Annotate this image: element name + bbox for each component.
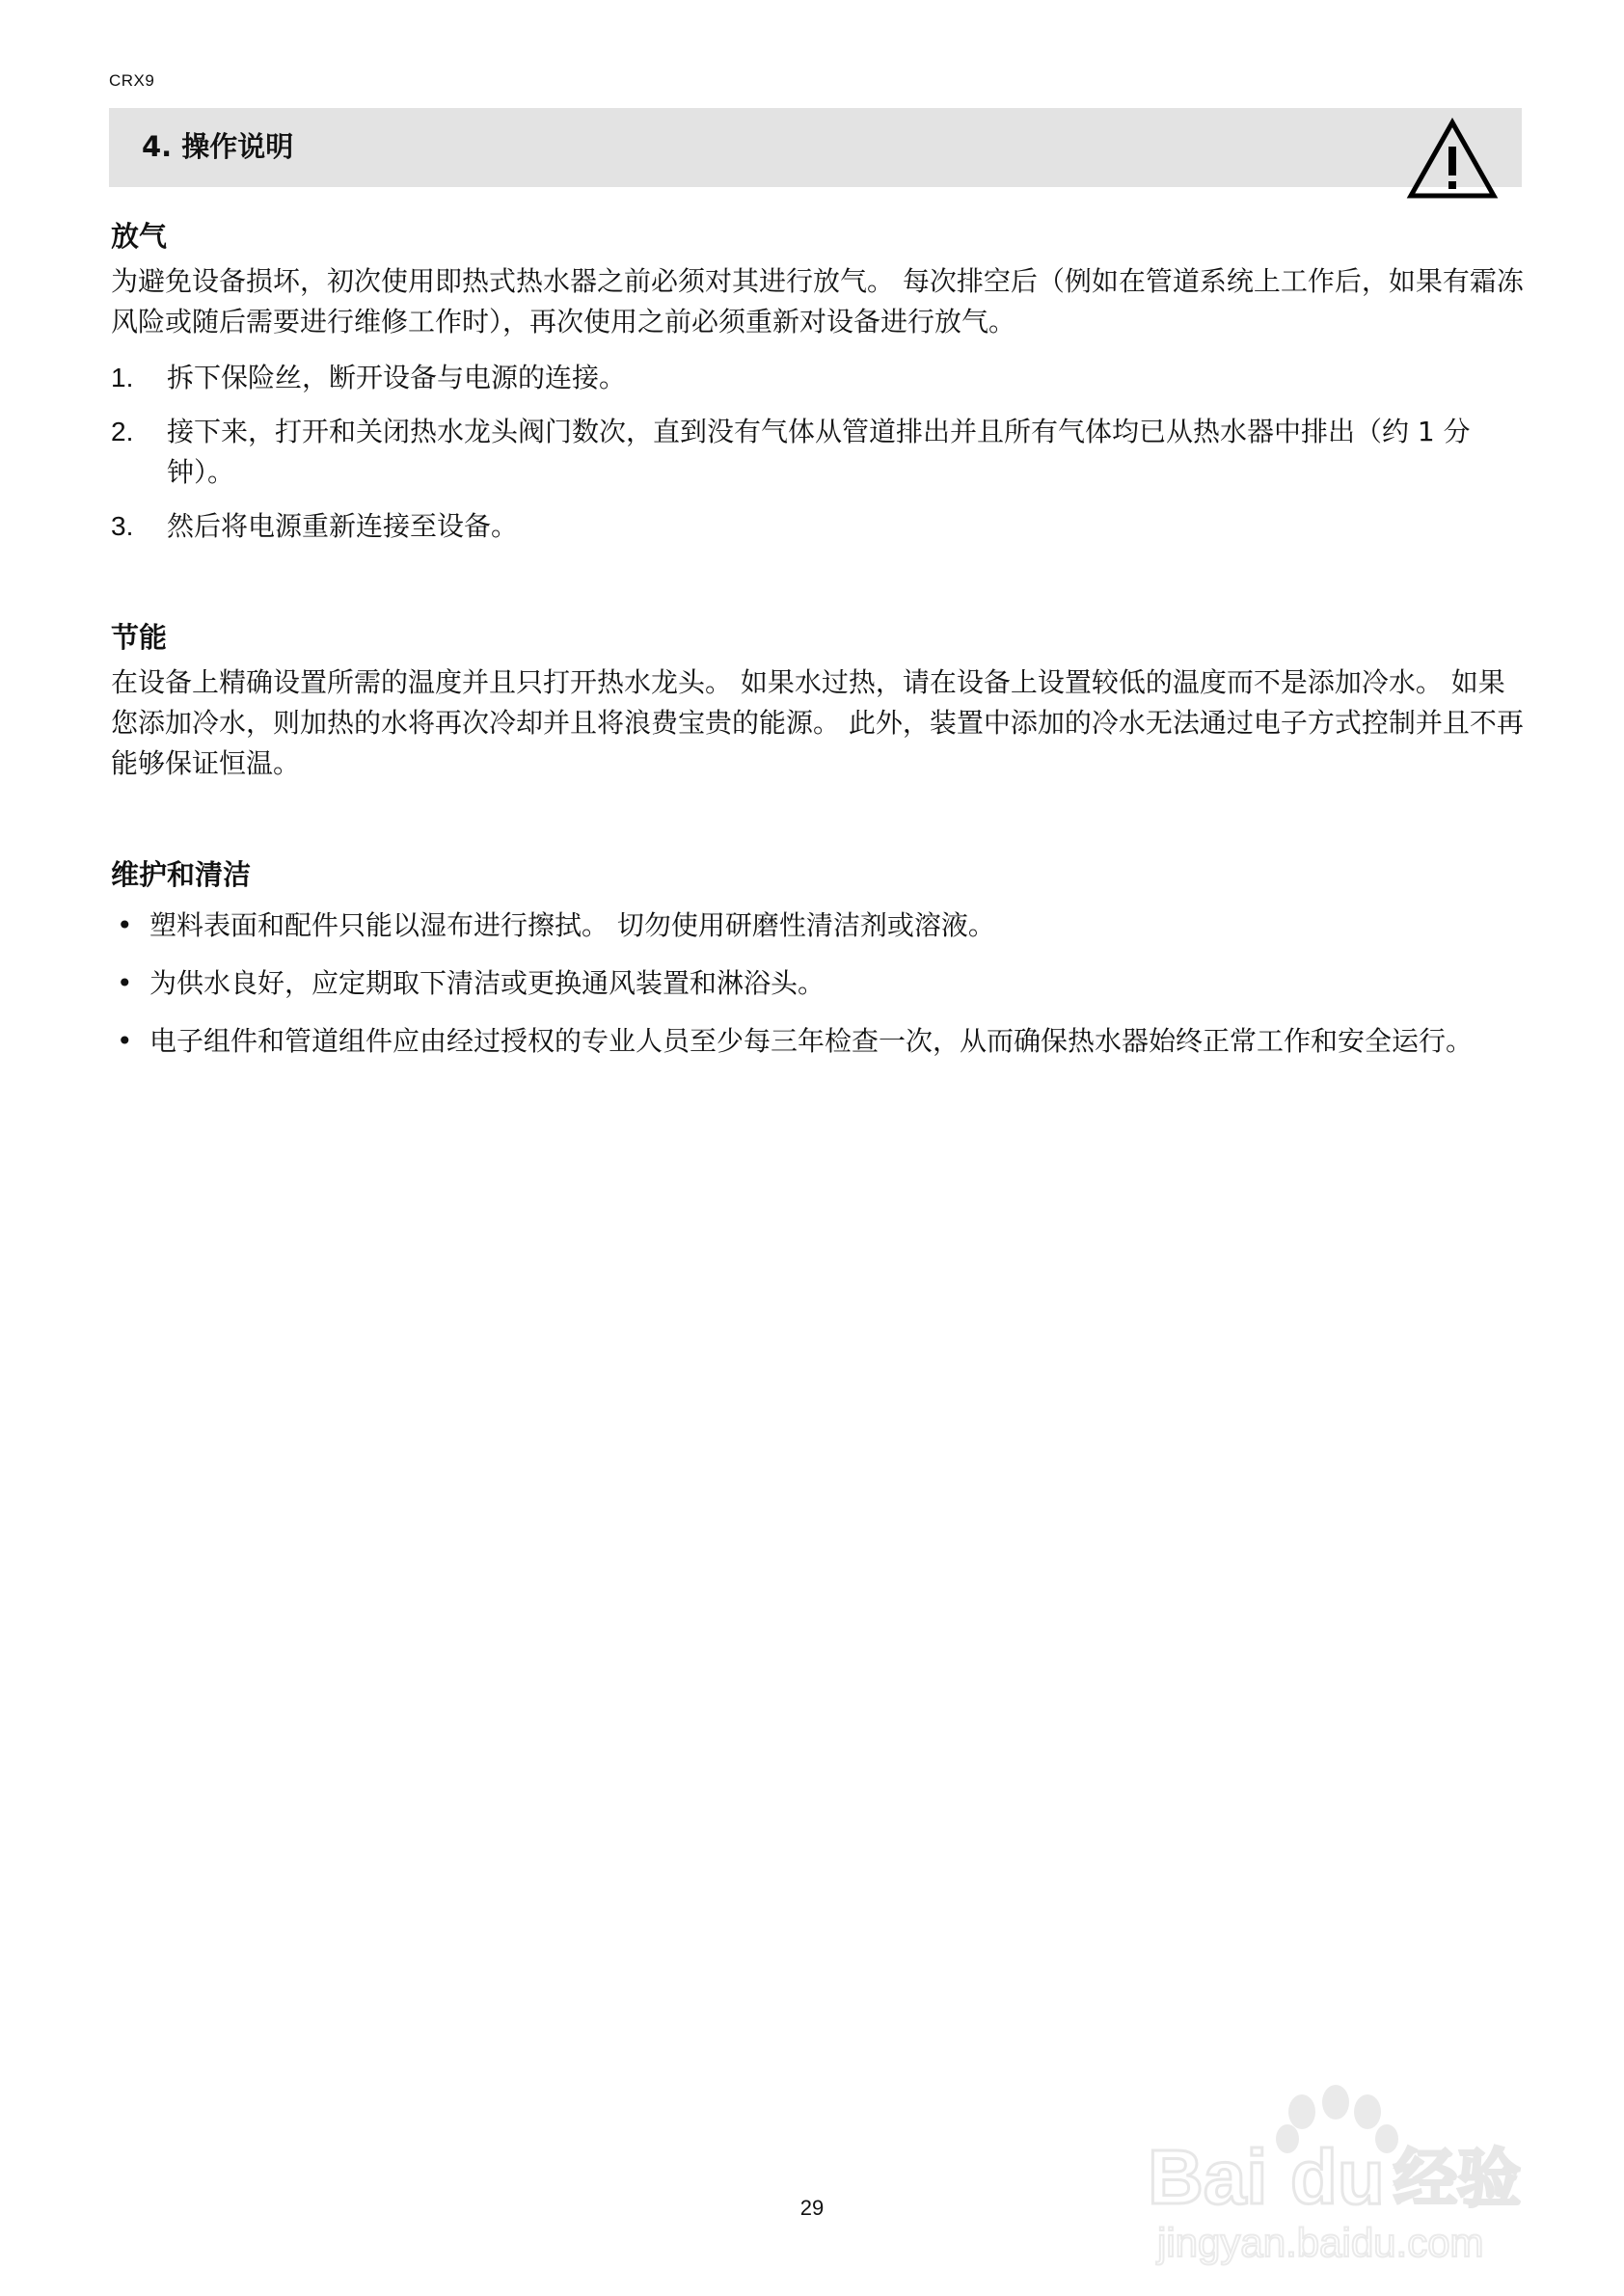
watermark-brand-cn: 经验 [1394, 2142, 1521, 2216]
bullet-text: 电子组件和管道组件应由经过授权的专业人员至少每三年检查一次，从而确保热水器始终正常工作和安全运行。 [149, 1025, 1474, 1057]
list-item [111, 1021, 1524, 1062]
energy-paragraph: 在设备上精确设置所需的温度并且只打开热水龙头。 如果水过热，请在设备上设置较低的温度而不是添加冷水。 如果您添加冷水，则加热的水将再次冷却并且将浪费宝贵的能源。 此外，装置中添加的冷水无法通过电子方式控制并且不再能够保证恒温。 [111, 666, 1524, 779]
energy-title: 节能 [111, 621, 168, 654]
section-title: 4. 操作说明 [142, 130, 294, 163]
watermark-url: jingyan.baidu.com [1157, 2220, 1484, 2265]
step-text: 拆下保险丝，断开设备与电源的连接。 [167, 362, 627, 393]
bullet-icon: • [117, 1025, 133, 1057]
section-header-bar [109, 108, 1522, 187]
bleeding-steps [111, 358, 1524, 547]
main-content [111, 217, 1524, 1079]
list-item [111, 358, 1524, 398]
energy-section [111, 618, 1524, 784]
list-item [111, 412, 1524, 493]
document-model-label: CRX9 [109, 71, 155, 90]
list-item [111, 963, 1524, 1004]
bleeding-section [111, 217, 1524, 547]
list-item [111, 905, 1524, 946]
page-number: 29 [799, 2196, 825, 2220]
step-number: 3. [111, 511, 134, 541]
bullet-text: 为供水良好，应定期取下清洁或更换通风装置和淋浴头。 [149, 967, 826, 999]
bullet-text: 塑料表面和配件只能以湿布进行擦拭。 切勿使用研磨性清洁剂或溶液。 [149, 909, 995, 941]
list-item [111, 506, 1524, 547]
bullet-icon: • [117, 909, 133, 941]
maintenance-list [111, 905, 1524, 1062]
step-number: 1. [111, 363, 134, 392]
maintenance-section [111, 855, 1524, 1062]
step-text: 接下来，打开和关闭热水龙头阀门数次，直到没有气体从管道排出并且所有气体均已从热水器中排出（约 1 分钟）。 [167, 416, 1471, 488]
warning-triangle-icon [1406, 118, 1499, 201]
watermark-brand-tail: du [1290, 2134, 1385, 2220]
bleeding-paragraph: 为避免设备损坏，初次使用即热式热水器之前必须对其进行放气。 每次排空后（例如在管道系统上工作后，如果有霜冻风险或随后需要进行维修工作时），再次使用之前必须重新对设备进行放气。 [111, 265, 1524, 338]
maintenance-title: 维护和清洁 [111, 858, 252, 891]
bleeding-title: 放气 [111, 220, 168, 253]
watermark-brand: Bai [1148, 2134, 1268, 2220]
step-number: 2. [111, 417, 134, 446]
bullet-icon: • [117, 967, 133, 999]
baidu-jingyan-watermark-logo [1148, 2073, 1562, 2266]
step-text: 然后将电源重新连接至设备。 [167, 510, 519, 542]
